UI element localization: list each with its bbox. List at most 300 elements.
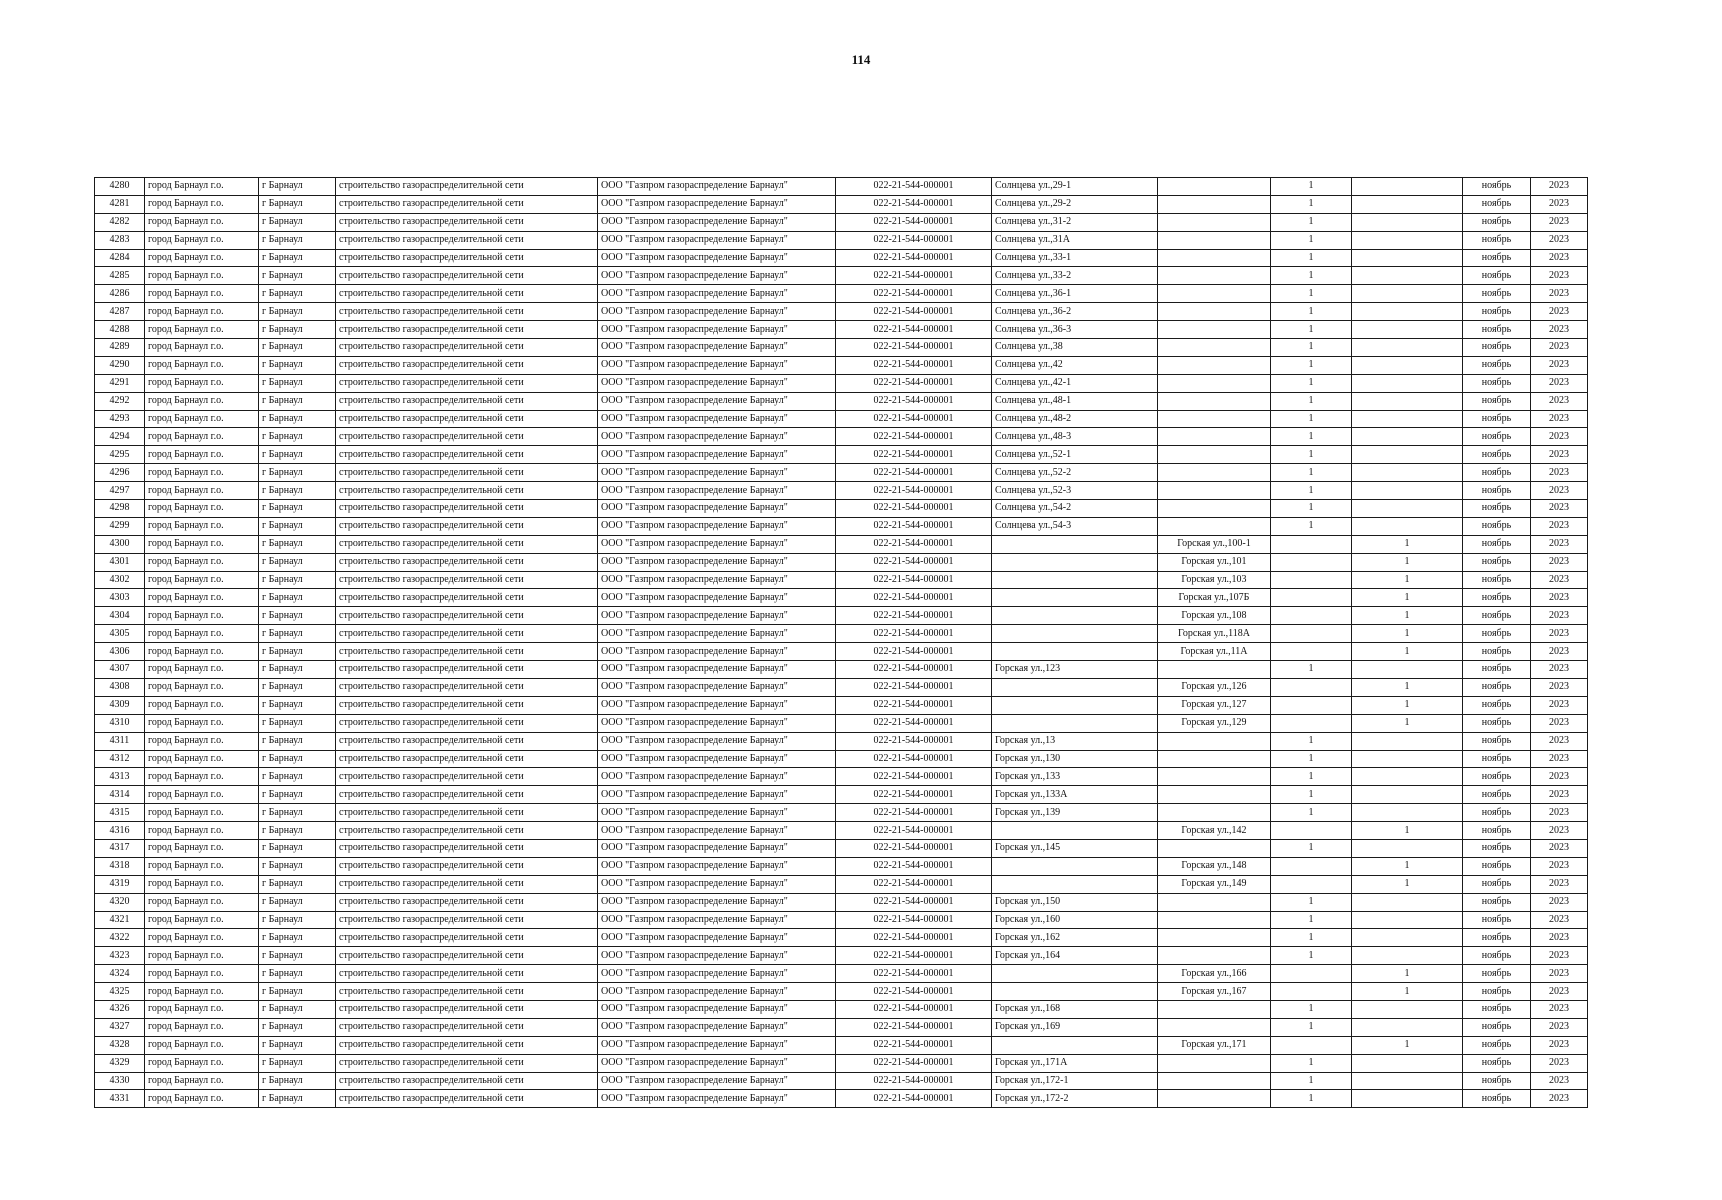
work-type-cell: строительство газораспределительной сети bbox=[336, 929, 598, 947]
settlement-cell: г Барнаул bbox=[259, 321, 336, 339]
address-cell: Горская ул.,172-2 bbox=[992, 1090, 1158, 1108]
organization-cell: ООО "Газпром газораспределение Барнаул" bbox=[598, 714, 836, 732]
organization-cell: ООО "Газпром газораспределение Барнаул" bbox=[598, 965, 836, 983]
municipality-cell: город Барнаул г.о. bbox=[145, 1000, 259, 1018]
municipality-cell: город Барнаул г.о. bbox=[145, 1054, 259, 1072]
row-number-cell: 4297 bbox=[95, 482, 145, 500]
table-row bbox=[95, 1000, 1588, 1018]
organization-cell: ООО "Газпром газораспределение Барнаул" bbox=[598, 482, 836, 500]
settlement-cell: г Барнаул bbox=[259, 804, 336, 822]
work-type-cell: строительство газораспределительной сети bbox=[336, 500, 598, 518]
program-code-cell: 022-21-544-000001 bbox=[836, 875, 992, 893]
quantity-alt-cell bbox=[1352, 249, 1463, 267]
table-row bbox=[95, 231, 1588, 249]
quantity-cell: 1 bbox=[1271, 178, 1352, 196]
quantity-cell: 1 bbox=[1271, 195, 1352, 213]
year-cell: 2023 bbox=[1531, 839, 1588, 857]
address-cell bbox=[992, 696, 1158, 714]
quantity-alt-cell: 1 bbox=[1352, 875, 1463, 893]
quantity-alt-cell bbox=[1352, 1072, 1463, 1090]
quantity-alt-cell bbox=[1352, 1054, 1463, 1072]
row-number-cell: 4322 bbox=[95, 929, 145, 947]
work-type-cell: строительство газораспределительной сети bbox=[336, 643, 598, 661]
table-row bbox=[95, 553, 1588, 571]
address-alt-cell bbox=[1158, 267, 1271, 285]
year-cell: 2023 bbox=[1531, 249, 1588, 267]
quantity-cell: 1 bbox=[1271, 482, 1352, 500]
quantity-alt-cell: 1 bbox=[1352, 571, 1463, 589]
table-row bbox=[95, 446, 1588, 464]
organization-cell: ООО "Газпром газораспределение Барнаул" bbox=[598, 410, 836, 428]
quantity-cell bbox=[1271, 1036, 1352, 1054]
settlement-cell: г Барнаул bbox=[259, 178, 336, 196]
row-number-cell: 4287 bbox=[95, 303, 145, 321]
address-cell: Горская ул.,139 bbox=[992, 804, 1158, 822]
address-alt-cell: Горская ул.,148 bbox=[1158, 857, 1271, 875]
month-cell: ноябрь bbox=[1463, 750, 1531, 768]
table-row bbox=[95, 1072, 1588, 1090]
settlement-cell: г Барнаул bbox=[259, 1054, 336, 1072]
settlement-cell: г Барнаул bbox=[259, 1072, 336, 1090]
organization-cell: ООО "Газпром газораспределение Барнаул" bbox=[598, 875, 836, 893]
quantity-cell: 1 bbox=[1271, 893, 1352, 911]
program-code-cell: 022-21-544-000001 bbox=[836, 589, 992, 607]
row-number-cell: 4283 bbox=[95, 231, 145, 249]
row-number-cell: 4313 bbox=[95, 768, 145, 786]
settlement-cell: г Барнаул bbox=[259, 356, 336, 374]
address-cell: Солнцева ул.,48-1 bbox=[992, 392, 1158, 410]
settlement-cell: г Барнаул bbox=[259, 786, 336, 804]
row-number-cell: 4329 bbox=[95, 1054, 145, 1072]
program-code-cell: 022-21-544-000001 bbox=[836, 321, 992, 339]
address-cell: Солнцева ул.,36-1 bbox=[992, 285, 1158, 303]
address-alt-cell: Горская ул.,103 bbox=[1158, 571, 1271, 589]
year-cell: 2023 bbox=[1531, 267, 1588, 285]
address-alt-cell bbox=[1158, 446, 1271, 464]
work-type-cell: строительство газораспределительной сети bbox=[336, 428, 598, 446]
quantity-alt-cell bbox=[1352, 500, 1463, 518]
address-alt-cell: Горская ул.,126 bbox=[1158, 678, 1271, 696]
row-number-cell: 4289 bbox=[95, 339, 145, 357]
month-cell: ноябрь bbox=[1463, 786, 1531, 804]
program-code-cell: 022-21-544-000001 bbox=[836, 696, 992, 714]
month-cell: ноябрь bbox=[1463, 500, 1531, 518]
program-code-cell: 022-21-544-000001 bbox=[836, 1072, 992, 1090]
organization-cell: ООО "Газпром газораспределение Барнаул" bbox=[598, 643, 836, 661]
year-cell: 2023 bbox=[1531, 804, 1588, 822]
municipality-cell: город Барнаул г.о. bbox=[145, 213, 259, 231]
municipality-cell: город Барнаул г.о. bbox=[145, 500, 259, 518]
year-cell: 2023 bbox=[1531, 213, 1588, 231]
quantity-alt-cell bbox=[1352, 911, 1463, 929]
municipality-cell: город Барнаул г.о. bbox=[145, 696, 259, 714]
program-code-cell: 022-21-544-000001 bbox=[836, 643, 992, 661]
row-number-cell: 4315 bbox=[95, 804, 145, 822]
work-type-cell: строительство газораспределительной сети bbox=[336, 446, 598, 464]
table-row bbox=[95, 750, 1588, 768]
organization-cell: ООО "Газпром газораспределение Барнаул" bbox=[598, 1090, 836, 1108]
year-cell: 2023 bbox=[1531, 446, 1588, 464]
work-type-cell: строительство газораспределительной сети bbox=[336, 661, 598, 679]
row-number-cell: 4302 bbox=[95, 571, 145, 589]
row-number-cell: 4312 bbox=[95, 750, 145, 768]
address-cell: Солнцева ул.,33-1 bbox=[992, 249, 1158, 267]
table-row bbox=[95, 839, 1588, 857]
month-cell: ноябрь bbox=[1463, 1036, 1531, 1054]
table-row bbox=[95, 678, 1588, 696]
quantity-cell: 1 bbox=[1271, 285, 1352, 303]
month-cell: ноябрь bbox=[1463, 607, 1531, 625]
settlement-cell: г Барнаул bbox=[259, 374, 336, 392]
quantity-cell: 1 bbox=[1271, 356, 1352, 374]
month-cell: ноябрь bbox=[1463, 947, 1531, 965]
address-cell: Солнцева ул.,36-3 bbox=[992, 321, 1158, 339]
address-cell: Солнцева ул.,52-3 bbox=[992, 482, 1158, 500]
settlement-cell: г Барнаул bbox=[259, 625, 336, 643]
quantity-cell: 1 bbox=[1271, 374, 1352, 392]
address-alt-cell bbox=[1158, 1054, 1271, 1072]
organization-cell: ООО "Газпром газораспределение Барнаул" bbox=[598, 571, 836, 589]
quantity-alt-cell: 1 bbox=[1352, 696, 1463, 714]
organization-cell: ООО "Газпром газораспределение Барнаул" bbox=[598, 1054, 836, 1072]
address-alt-cell: Горская ул.,101 bbox=[1158, 553, 1271, 571]
table-row bbox=[95, 392, 1588, 410]
address-alt-cell: Горская ул.,118А bbox=[1158, 625, 1271, 643]
program-code-cell: 022-21-544-000001 bbox=[836, 625, 992, 643]
row-number-cell: 4290 bbox=[95, 356, 145, 374]
organization-cell: ООО "Газпром газораспределение Барнаул" bbox=[598, 661, 836, 679]
quantity-alt-cell bbox=[1352, 804, 1463, 822]
work-type-cell: строительство газораспределительной сети bbox=[336, 285, 598, 303]
month-cell: ноябрь bbox=[1463, 661, 1531, 679]
table-row bbox=[95, 482, 1588, 500]
work-type-cell: строительство газораспределительной сети bbox=[336, 589, 598, 607]
year-cell: 2023 bbox=[1531, 356, 1588, 374]
month-cell: ноябрь bbox=[1463, 303, 1531, 321]
year-cell: 2023 bbox=[1531, 410, 1588, 428]
quantity-alt-cell bbox=[1352, 303, 1463, 321]
program-code-cell: 022-21-544-000001 bbox=[836, 822, 992, 840]
settlement-cell: г Барнаул bbox=[259, 392, 336, 410]
settlement-cell: г Барнаул bbox=[259, 464, 336, 482]
municipality-cell: город Барнаул г.о. bbox=[145, 428, 259, 446]
month-cell: ноябрь bbox=[1463, 285, 1531, 303]
organization-cell: ООО "Газпром газораспределение Барнаул" bbox=[598, 464, 836, 482]
settlement-cell: г Барнаул bbox=[259, 965, 336, 983]
table-row bbox=[95, 965, 1588, 983]
municipality-cell: город Барнаул г.о. bbox=[145, 678, 259, 696]
work-type-cell: строительство газораспределительной сети bbox=[336, 822, 598, 840]
municipality-cell: город Барнаул г.о. bbox=[145, 965, 259, 983]
program-code-cell: 022-21-544-000001 bbox=[836, 1018, 992, 1036]
row-number-cell: 4324 bbox=[95, 965, 145, 983]
quantity-cell bbox=[1271, 553, 1352, 571]
quantity-alt-cell bbox=[1352, 339, 1463, 357]
year-cell: 2023 bbox=[1531, 643, 1588, 661]
work-type-cell: строительство газораспределительной сети bbox=[336, 356, 598, 374]
quantity-cell: 1 bbox=[1271, 428, 1352, 446]
quantity-cell bbox=[1271, 822, 1352, 840]
work-type-cell: строительство газораспределительной сети bbox=[336, 875, 598, 893]
work-type-cell: строительство газораспределительной сети bbox=[336, 714, 598, 732]
address-alt-cell bbox=[1158, 1072, 1271, 1090]
municipality-cell: город Барнаул г.о. bbox=[145, 517, 259, 535]
settlement-cell: г Барнаул bbox=[259, 947, 336, 965]
row-number-cell: 4286 bbox=[95, 285, 145, 303]
year-cell: 2023 bbox=[1531, 195, 1588, 213]
address-cell bbox=[992, 589, 1158, 607]
address-alt-cell bbox=[1158, 786, 1271, 804]
settlement-cell: г Барнаул bbox=[259, 517, 336, 535]
table-row bbox=[95, 625, 1588, 643]
organization-cell: ООО "Газпром газораспределение Барнаул" bbox=[598, 374, 836, 392]
quantity-alt-cell: 1 bbox=[1352, 714, 1463, 732]
row-number-cell: 4307 bbox=[95, 661, 145, 679]
organization-cell: ООО "Газпром газораспределение Барнаул" bbox=[598, 1018, 836, 1036]
organization-cell: ООО "Газпром газораспределение Барнаул" bbox=[598, 446, 836, 464]
row-number-cell: 4311 bbox=[95, 732, 145, 750]
settlement-cell: г Барнаул bbox=[259, 482, 336, 500]
quantity-cell bbox=[1271, 589, 1352, 607]
work-type-cell: строительство газораспределительной сети bbox=[336, 410, 598, 428]
municipality-cell: город Барнаул г.о. bbox=[145, 249, 259, 267]
municipality-cell: город Барнаул г.о. bbox=[145, 195, 259, 213]
program-code-cell: 022-21-544-000001 bbox=[836, 178, 992, 196]
quantity-cell: 1 bbox=[1271, 1000, 1352, 1018]
table-row bbox=[95, 464, 1588, 482]
quantity-cell bbox=[1271, 625, 1352, 643]
organization-cell: ООО "Газпром газораспределение Барнаул" bbox=[598, 857, 836, 875]
quantity-cell bbox=[1271, 678, 1352, 696]
settlement-cell: г Барнаул bbox=[259, 428, 336, 446]
row-number-cell: 4310 bbox=[95, 714, 145, 732]
settlement-cell: г Барнаул bbox=[259, 732, 336, 750]
municipality-cell: город Барнаул г.о. bbox=[145, 929, 259, 947]
settlement-cell: г Барнаул bbox=[259, 607, 336, 625]
row-number-cell: 4316 bbox=[95, 822, 145, 840]
quantity-alt-cell: 1 bbox=[1352, 643, 1463, 661]
municipality-cell: город Барнаул г.о. bbox=[145, 1090, 259, 1108]
municipality-cell: город Барнаул г.о. bbox=[145, 911, 259, 929]
quantity-cell: 1 bbox=[1271, 464, 1352, 482]
month-cell: ноябрь bbox=[1463, 267, 1531, 285]
address-alt-cell bbox=[1158, 231, 1271, 249]
quantity-alt-cell: 1 bbox=[1352, 589, 1463, 607]
work-type-cell: строительство газораспределительной сети bbox=[336, 1090, 598, 1108]
quantity-alt-cell: 1 bbox=[1352, 1036, 1463, 1054]
address-alt-cell: Горская ул.,108 bbox=[1158, 607, 1271, 625]
month-cell: ноябрь bbox=[1463, 321, 1531, 339]
quantity-cell: 1 bbox=[1271, 1072, 1352, 1090]
month-cell: ноябрь bbox=[1463, 625, 1531, 643]
work-type-cell: строительство газораспределительной сети bbox=[336, 267, 598, 285]
address-cell: Горская ул.,130 bbox=[992, 750, 1158, 768]
address-alt-cell bbox=[1158, 178, 1271, 196]
program-code-cell: 022-21-544-000001 bbox=[836, 893, 992, 911]
year-cell: 2023 bbox=[1531, 231, 1588, 249]
quantity-alt-cell bbox=[1352, 661, 1463, 679]
quantity-alt-cell: 1 bbox=[1352, 822, 1463, 840]
address-alt-cell: Горская ул.,167 bbox=[1158, 983, 1271, 1001]
address-alt-cell bbox=[1158, 911, 1271, 929]
program-code-cell: 022-21-544-000001 bbox=[836, 410, 992, 428]
address-cell: Горская ул.,162 bbox=[992, 929, 1158, 947]
quantity-cell bbox=[1271, 643, 1352, 661]
work-type-cell: строительство газораспределительной сети bbox=[336, 1054, 598, 1072]
row-number-cell: 4318 bbox=[95, 857, 145, 875]
page-number: 114 bbox=[851, 52, 871, 67]
municipality-cell: город Барнаул г.о. bbox=[145, 339, 259, 357]
year-cell: 2023 bbox=[1531, 786, 1588, 804]
program-code-cell: 022-21-544-000001 bbox=[836, 983, 992, 1001]
organization-cell: ООО "Газпром газораспределение Барнаул" bbox=[598, 696, 836, 714]
year-cell: 2023 bbox=[1531, 661, 1588, 679]
work-type-cell: строительство газораспределительной сети bbox=[336, 696, 598, 714]
quantity-cell: 1 bbox=[1271, 303, 1352, 321]
municipality-cell: город Барнаул г.о. bbox=[145, 571, 259, 589]
month-cell: ноябрь bbox=[1463, 732, 1531, 750]
program-code-cell: 022-21-544-000001 bbox=[836, 750, 992, 768]
program-code-cell: 022-21-544-000001 bbox=[836, 661, 992, 679]
year-cell: 2023 bbox=[1531, 965, 1588, 983]
address-cell: Солнцева ул.,52-2 bbox=[992, 464, 1158, 482]
municipality-cell: город Барнаул г.о. bbox=[145, 374, 259, 392]
program-code-cell: 022-21-544-000001 bbox=[836, 732, 992, 750]
program-code-cell: 022-21-544-000001 bbox=[836, 1000, 992, 1018]
work-type-cell: строительство газораспределительной сети bbox=[336, 178, 598, 196]
address-alt-cell bbox=[1158, 750, 1271, 768]
quantity-cell: 1 bbox=[1271, 446, 1352, 464]
quantity-alt-cell: 1 bbox=[1352, 983, 1463, 1001]
year-cell: 2023 bbox=[1531, 875, 1588, 893]
row-number-cell: 4303 bbox=[95, 589, 145, 607]
month-cell: ноябрь bbox=[1463, 428, 1531, 446]
municipality-cell: город Барнаул г.о. bbox=[145, 231, 259, 249]
month-cell: ноябрь bbox=[1463, 446, 1531, 464]
program-code-cell: 022-21-544-000001 bbox=[836, 285, 992, 303]
quantity-alt-cell bbox=[1352, 285, 1463, 303]
program-code-cell: 022-21-544-000001 bbox=[836, 446, 992, 464]
row-number-cell: 4328 bbox=[95, 1036, 145, 1054]
work-type-cell: строительство газораспределительной сети bbox=[336, 553, 598, 571]
month-cell: ноябрь bbox=[1463, 553, 1531, 571]
program-code-cell: 022-21-544-000001 bbox=[836, 303, 992, 321]
program-code-cell: 022-21-544-000001 bbox=[836, 356, 992, 374]
address-alt-cell: Горская ул.,100-1 bbox=[1158, 535, 1271, 553]
row-number-cell: 4317 bbox=[95, 839, 145, 857]
municipality-cell: город Барнаул г.о. bbox=[145, 857, 259, 875]
organization-cell: ООО "Газпром газораспределение Барнаул" bbox=[598, 732, 836, 750]
row-number-cell: 4281 bbox=[95, 195, 145, 213]
quantity-cell: 1 bbox=[1271, 500, 1352, 518]
quantity-cell: 1 bbox=[1271, 839, 1352, 857]
address-alt-cell: Горская ул.,149 bbox=[1158, 875, 1271, 893]
program-code-cell: 022-21-544-000001 bbox=[836, 768, 992, 786]
quantity-cell bbox=[1271, 857, 1352, 875]
organization-cell: ООО "Газпром газораспределение Барнаул" bbox=[598, 839, 836, 857]
program-code-cell: 022-21-544-000001 bbox=[836, 804, 992, 822]
year-cell: 2023 bbox=[1531, 1072, 1588, 1090]
work-type-cell: строительство газораспределительной сети bbox=[336, 1000, 598, 1018]
program-code-cell: 022-21-544-000001 bbox=[836, 857, 992, 875]
address-cell: Горская ул.,145 bbox=[992, 839, 1158, 857]
organization-cell: ООО "Газпром газораспределение Барнаул" bbox=[598, 607, 836, 625]
quantity-cell bbox=[1271, 607, 1352, 625]
table-row bbox=[95, 661, 1588, 679]
quantity-alt-cell: 1 bbox=[1352, 553, 1463, 571]
organization-cell: ООО "Газпром газораспределение Барнаул" bbox=[598, 231, 836, 249]
address-cell: Солнцева ул.,54-3 bbox=[992, 517, 1158, 535]
settlement-cell: г Барнаул bbox=[259, 929, 336, 947]
municipality-cell: город Барнаул г.о. bbox=[145, 285, 259, 303]
work-type-cell: строительство газораспределительной сети bbox=[336, 839, 598, 857]
row-number-cell: 4326 bbox=[95, 1000, 145, 1018]
quantity-alt-cell bbox=[1352, 321, 1463, 339]
address-alt-cell bbox=[1158, 661, 1271, 679]
address-alt-cell bbox=[1158, 392, 1271, 410]
address-alt-cell bbox=[1158, 1000, 1271, 1018]
year-cell: 2023 bbox=[1531, 464, 1588, 482]
address-alt-cell bbox=[1158, 249, 1271, 267]
municipality-cell: город Барнаул г.о. bbox=[145, 178, 259, 196]
year-cell: 2023 bbox=[1531, 571, 1588, 589]
work-type-cell: строительство газораспределительной сети bbox=[336, 732, 598, 750]
settlement-cell: г Барнаул bbox=[259, 1018, 336, 1036]
address-alt-cell bbox=[1158, 213, 1271, 231]
quantity-cell: 1 bbox=[1271, 339, 1352, 357]
address-cell bbox=[992, 625, 1158, 643]
work-type-cell: строительство газораспределительной сети bbox=[336, 965, 598, 983]
quantity-alt-cell bbox=[1352, 768, 1463, 786]
address-cell: Солнцева ул.,29-1 bbox=[992, 178, 1158, 196]
municipality-cell: город Барнаул г.о. bbox=[145, 482, 259, 500]
month-cell: ноябрь bbox=[1463, 965, 1531, 983]
quantity-cell: 1 bbox=[1271, 392, 1352, 410]
address-cell: Солнцева ул.,29-2 bbox=[992, 195, 1158, 213]
row-number-cell: 4308 bbox=[95, 678, 145, 696]
table-row bbox=[95, 589, 1588, 607]
address-cell: Солнцева ул.,33-2 bbox=[992, 267, 1158, 285]
address-alt-cell: Горская ул.,107Б bbox=[1158, 589, 1271, 607]
settlement-cell: г Барнаул bbox=[259, 267, 336, 285]
quantity-cell bbox=[1271, 714, 1352, 732]
year-cell: 2023 bbox=[1531, 303, 1588, 321]
month-cell: ноябрь bbox=[1463, 178, 1531, 196]
quantity-cell: 1 bbox=[1271, 410, 1352, 428]
gas-network-register-table bbox=[94, 177, 1588, 1108]
year-cell: 2023 bbox=[1531, 732, 1588, 750]
address-alt-cell bbox=[1158, 839, 1271, 857]
address-cell bbox=[992, 875, 1158, 893]
program-code-cell: 022-21-544-000001 bbox=[836, 535, 992, 553]
quantity-alt-cell: 1 bbox=[1352, 965, 1463, 983]
row-number-cell: 4294 bbox=[95, 428, 145, 446]
year-cell: 2023 bbox=[1531, 517, 1588, 535]
quantity-cell: 1 bbox=[1271, 804, 1352, 822]
municipality-cell: город Барнаул г.о. bbox=[145, 553, 259, 571]
address-cell bbox=[992, 1036, 1158, 1054]
municipality-cell: город Барнаул г.о. bbox=[145, 732, 259, 750]
table-row bbox=[95, 607, 1588, 625]
municipality-cell: город Барнаул г.о. bbox=[145, 535, 259, 553]
year-cell: 2023 bbox=[1531, 625, 1588, 643]
year-cell: 2023 bbox=[1531, 1090, 1588, 1108]
municipality-cell: город Барнаул г.о. bbox=[145, 643, 259, 661]
organization-cell: ООО "Газпром газораспределение Барнаул" bbox=[598, 768, 836, 786]
work-type-cell: строительство газораспределительной сети bbox=[336, 1072, 598, 1090]
organization-cell: ООО "Газпром газораспределение Барнаул" bbox=[598, 249, 836, 267]
address-cell bbox=[992, 553, 1158, 571]
